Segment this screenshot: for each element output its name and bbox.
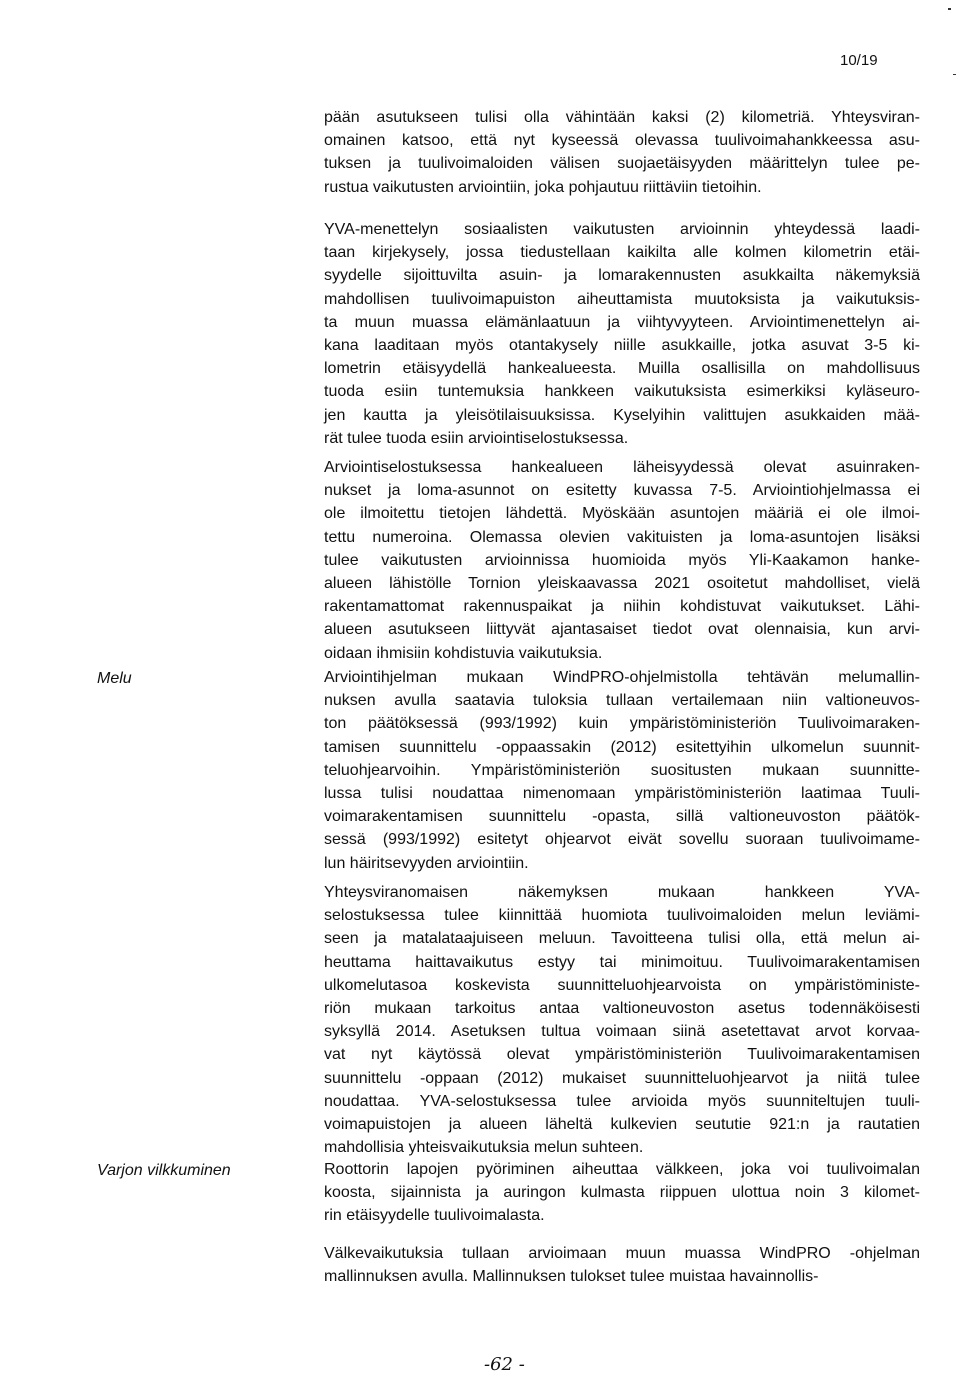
paragraph-line: mahdollisen tuulivoimapuiston aiheuttamista muutoksista ja vaikutuksis- — [324, 290, 920, 308]
paragraph-line: syydelle sijoittuvilta asuin- ja lomarakennusten asukkailta näkemyksiä — [324, 267, 920, 285]
paragraph — [324, 456, 920, 665]
paragraph-line: tuoda esiin tuntemuksia hankkeen vaikutuksista esimerkiksi kyläseuro- — [324, 383, 920, 401]
paragraph-line: ton päätöksessä (993/1992) kuin ympäristöministeriön Tuulivoimaraken- — [324, 715, 920, 733]
paragraph-line: Arviointiselostuksessa hankealueen läheisyydessä olevat asuinraken- — [324, 459, 920, 476]
paragraph-line: Arviointihjelman mukaan WindPRO-ohjelmistolla tehtävän melumallin- — [324, 669, 920, 686]
paragraph — [324, 1242, 920, 1288]
paragraph-line: seen ja matalataajuiseen meluun. Tavoitteena tulisi olla, että melun ai- — [324, 930, 920, 948]
paragraph-line: alueen asutukseen liittyvät ajantasaiset tiedot ovat olennaisia, kun arvi- — [324, 621, 920, 639]
paragraph-line: tettu numeroina. Olemassa olevien vakituisten ja loma-asuntojen lisäksi — [324, 528, 920, 546]
paragraph-line: omainen katsoo, että nyt kyseessä olevassa tuulivoimahankkeessa asu- — [324, 132, 920, 150]
paragraph-line: lometrin etäisyydellä hankealueesta. Muilla osallisilla on mahdollisuus — [324, 360, 920, 378]
paragraph-line: rakentamattomat rakennuspaikat ja niihin kohdistuvat vaikutukset. Lähi- — [324, 598, 920, 616]
paragraph-line: vat nyt käytössä olevat ympäristöministeriön Tuulivoimarakentamisen — [324, 1046, 920, 1064]
page-number: 10/19 — [840, 52, 878, 69]
paragraph-line: pään asutukseen tulisi olla vähintään kaksi (2) kilometriä. Yhteysviran- — [324, 109, 920, 126]
paragraph-line: Yhteysviranomaisen näkemyksen mukaan hankkeen YVA- — [324, 884, 920, 901]
paragraph-line: nuksen avulla saatavia tuloksia tullaan vertailemaan niin valtioneuvos- — [324, 692, 920, 710]
paragraph-line: jen kautta ja yleisötilaisuuksissa. Kyselyihin valittujen asukkaiden mää- — [324, 406, 920, 424]
paragraph-line: Roottorin lapojen pyöriminen aiheuttaa välkkeen, joka voi tuulivoimalan — [324, 1161, 920, 1178]
paragraph-line: sessä (993/1992) esitetyt ohjearvot eivät sovellu suoraan tuulivoimame- — [324, 831, 920, 849]
paragraph-line: nukset ja loma-asunnot on esitetty kuvassa 7-5. Arviointiohjelmassa ei — [324, 482, 920, 500]
paragraph-line: lun häiritsevyyden arviointiin. — [324, 854, 529, 872]
paragraph-line: heuttama haittavaikutus estyy tai minimoituu. Tuulivoimarakentamisen — [324, 953, 920, 971]
paragraph-line: syksyllä 2014. Asetuksen tultua voimaan siinä asetettavat arvot korvaa- — [324, 1023, 920, 1041]
paragraph-line: teluohjearvoihin. Ympäristöministeriön suositusten mukaan suunnitte- — [324, 761, 920, 779]
scan-edge-mark — [948, 8, 951, 10]
paragraph-line: tuksen ja tuulivoimaloiden välisen suojaetäisyyden määrittelyn tulee pe- — [324, 155, 920, 173]
paragraph-line: selostuksessa tulee kiinnittää huomiota tuulivoimaloiden melun leviämi- — [324, 907, 920, 925]
paragraph-line: tulee vaikutusten arvioinnissa huomioida myös Yli-Kaakamon hanke- — [324, 551, 920, 569]
paragraph-line: mahdollisia yhteisvaikutuksia melun suhteen. — [324, 1139, 644, 1157]
paragraph-line: oidaan ihmisiin kohdistuvia vaikutuksia. — [324, 644, 603, 662]
side-heading-varjon-vilkkuminen: Varjon vilkkuminen — [97, 1162, 231, 1179]
scan-edge-mark — [953, 74, 956, 75]
paragraph-line: YVA-menettelyn sosiaalisten vaikutusten arvioinnin yhteydessä laadi- — [324, 221, 920, 238]
paragraph-line: rät tulee tuoda esiin arviointiselostuksessa. — [324, 429, 629, 447]
paragraph-line: alueen lähistölle Tornion yleiskaavassa 2021 osoitetut mahdolliset, vielä — [324, 575, 920, 593]
side-heading-melu: Melu — [97, 670, 132, 687]
paragraph-line: ulkomelutasoa koskevista suunnitteluohjearvoista on ympäristöministe- — [324, 976, 920, 994]
paragraph — [324, 218, 920, 450]
paragraph-line: mallinnuksen avulla. Mallinnuksen tulokset tulee muistaa havainnollis- — [324, 1268, 819, 1286]
paragraph — [324, 1158, 920, 1228]
paragraph-line: kana laaditaan myös otantakysely niille asukkaille, jotka asuvat 3-5 ki- — [324, 337, 920, 355]
paragraph-line: riön mukaan tarkoitus antaa valtioneuvoston asetus todennäköisesti — [324, 1000, 920, 1018]
paragraph — [324, 666, 920, 875]
paragraph-line: noudattaa. YVA-selostuksessa tulee arvioida myös suunniteltujen tuuli- — [324, 1092, 920, 1110]
paragraph-line: voimapuistojen ja alueen läheltä kulkevien seututie 921:n ja rautatien — [324, 1116, 920, 1134]
paragraph-line: Välkevaikutuksia tullaan arvioimaan muun muassa WindPRO -ohjelman — [324, 1245, 920, 1262]
paragraph — [324, 106, 920, 199]
paragraph-line: tamisen suunnittelu -oppaassakin (2012) esitettyihin ulkomelun suunnit- — [324, 738, 920, 756]
paragraph-line: rin etäisyydelle tuulivoimalasta. — [324, 1207, 545, 1225]
paragraph-line: ta muun muassa elämänlaatuun ja viihtyvyyteen. Arviointimenettelyn ai- — [324, 313, 920, 331]
paragraph-line: lussa tulisi noudattaa nimenomaan ympäristöministeriön laatimaa Tuuli- — [324, 785, 920, 803]
handwritten-page-mark: -62 - — [484, 1354, 525, 1375]
paragraph-line: voimarakentamisen suunnittelu -opasta, sillä valtioneuvoston päätök- — [324, 808, 920, 826]
paragraph-line: ole ilmoitettu tietojen lähdettä. Myöskään asuntojen määriä ei ole ilmoi- — [324, 505, 920, 523]
paragraph-line: taan kirjekysely, jossa tiedustellaan kaikilta alle kolmen kilometrin etäi- — [324, 244, 920, 262]
paragraph-line: koosta, sijainnista ja auringon kulmasta riippuen ulottua noin 3 kilomet- — [324, 1184, 920, 1202]
paragraph-line: suunnittelu -oppaan (2012) mukaiset suunnitteluohjearvot ja niitä tulee — [324, 1069, 920, 1087]
paragraph — [324, 881, 920, 1159]
paragraph-line: rustua vaikutusten arviointiin, joka pohjautuu riittäviin tietoihin. — [324, 178, 762, 196]
